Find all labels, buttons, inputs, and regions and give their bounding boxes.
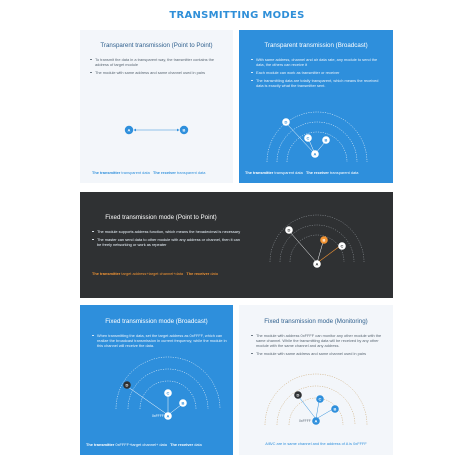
panel-footer: The transmitter target address+target channel+data The receiver data <box>92 271 218 276</box>
node-a-label: A <box>166 413 170 419</box>
panel-title: Fixed transmission mode (Monitoring) <box>264 318 368 325</box>
arrow-head-left <box>134 129 137 132</box>
bullet-item: With same address, channel and air data rate, any module to send the data, the others can receive it <box>251 57 385 67</box>
bullet-item: The module supports address function, which means the hexadecimal is necessary <box>92 229 242 234</box>
panel-title: Fixed transmission mode (Point to Point) <box>105 214 217 221</box>
panel-fixed-broadcast <box>80 305 233 455</box>
panel-fixed-p2p <box>80 192 393 298</box>
node-c-label: C <box>318 396 322 402</box>
bullet-item: The transmitting data are totally transparent, which means the received data is exactly what the transmitter sent. <box>251 78 385 88</box>
range-arc <box>270 215 364 262</box>
node-b-label: B <box>324 137 328 143</box>
panel-footer: The transmitter 0xFFFF+target channel+ data The receiver data <box>86 442 202 447</box>
range-arc <box>290 235 344 262</box>
panel-footer: The transmitter transparent data The receiver transparent data <box>92 170 206 175</box>
bullet-item: The module with same address and same channel used in pairs <box>251 351 387 356</box>
node-d-label: D <box>284 119 288 125</box>
node-a-label: A <box>313 151 317 157</box>
bullet-item: The module with same address and same channel used in pairs <box>90 70 226 75</box>
panel-title: Transparent transmission (Broadcast) <box>264 42 368 49</box>
broadcast-diagram <box>239 30 393 183</box>
bullet-item: Each module can work as transmitter or receiver <box>251 70 385 75</box>
node-c-label: C <box>340 243 344 249</box>
bullet-item: The module with address 0xFFFF can monitor any other module with the same channel. While the transmitting data will be received by any other module with the same channel and any address. <box>251 333 387 348</box>
range-arc <box>287 132 347 162</box>
address-label: 0xFFFF <box>152 414 164 418</box>
bullet-item: The master can send data to other module with any address or channel, then it can be freely networking or work as repeater <box>92 237 242 247</box>
node-d-label: D <box>296 392 300 398</box>
panel-footnote: A/B/C are in same channel and the address of A is 0xFFFF <box>265 441 367 446</box>
node-a-label: A <box>315 261 319 267</box>
node-c-label: C <box>306 135 310 141</box>
node-d-label: D <box>287 227 291 233</box>
panel-transparent-broadcast <box>239 30 393 183</box>
address-label: 0xFFFF <box>299 419 311 423</box>
p2p-diagram <box>80 30 233 183</box>
arrow-head-right <box>177 129 180 132</box>
panel-footer: The transmitter transparent data The receiver transparent data <box>245 170 359 175</box>
node-c-label: C <box>166 390 170 396</box>
node-a-label: A <box>127 127 131 133</box>
bullet-item: When transmitting the data, set the target address as 0xFFFF, which can realize the broadcast transmission in current frequency, while the module in this channel will receive the data. <box>92 333 227 348</box>
node-d-label: D <box>125 382 129 388</box>
fixed-p2p-diagram <box>80 192 393 298</box>
panel-title: Transparent transmission (Point to Point) <box>100 42 213 49</box>
node-a-label: A <box>314 418 318 424</box>
panel-title: Fixed transmission mode (Broadcast) <box>105 318 208 325</box>
fixed-broadcast-diagram <box>80 305 233 455</box>
page-title: TRANSMITTING MODES <box>169 10 305 21</box>
panel-fixed-monitoring <box>239 305 393 455</box>
node-b-label: B <box>322 237 326 243</box>
monitoring-diagram <box>239 305 393 455</box>
node-b-label: B <box>181 400 185 406</box>
node-b-label: B <box>333 406 337 412</box>
panel-transparent-p2p <box>80 30 233 183</box>
node-b-label: B <box>182 127 186 133</box>
bullet-item: To transmit the data in a transparent way, the transmitter contains the address of target module <box>90 57 226 67</box>
